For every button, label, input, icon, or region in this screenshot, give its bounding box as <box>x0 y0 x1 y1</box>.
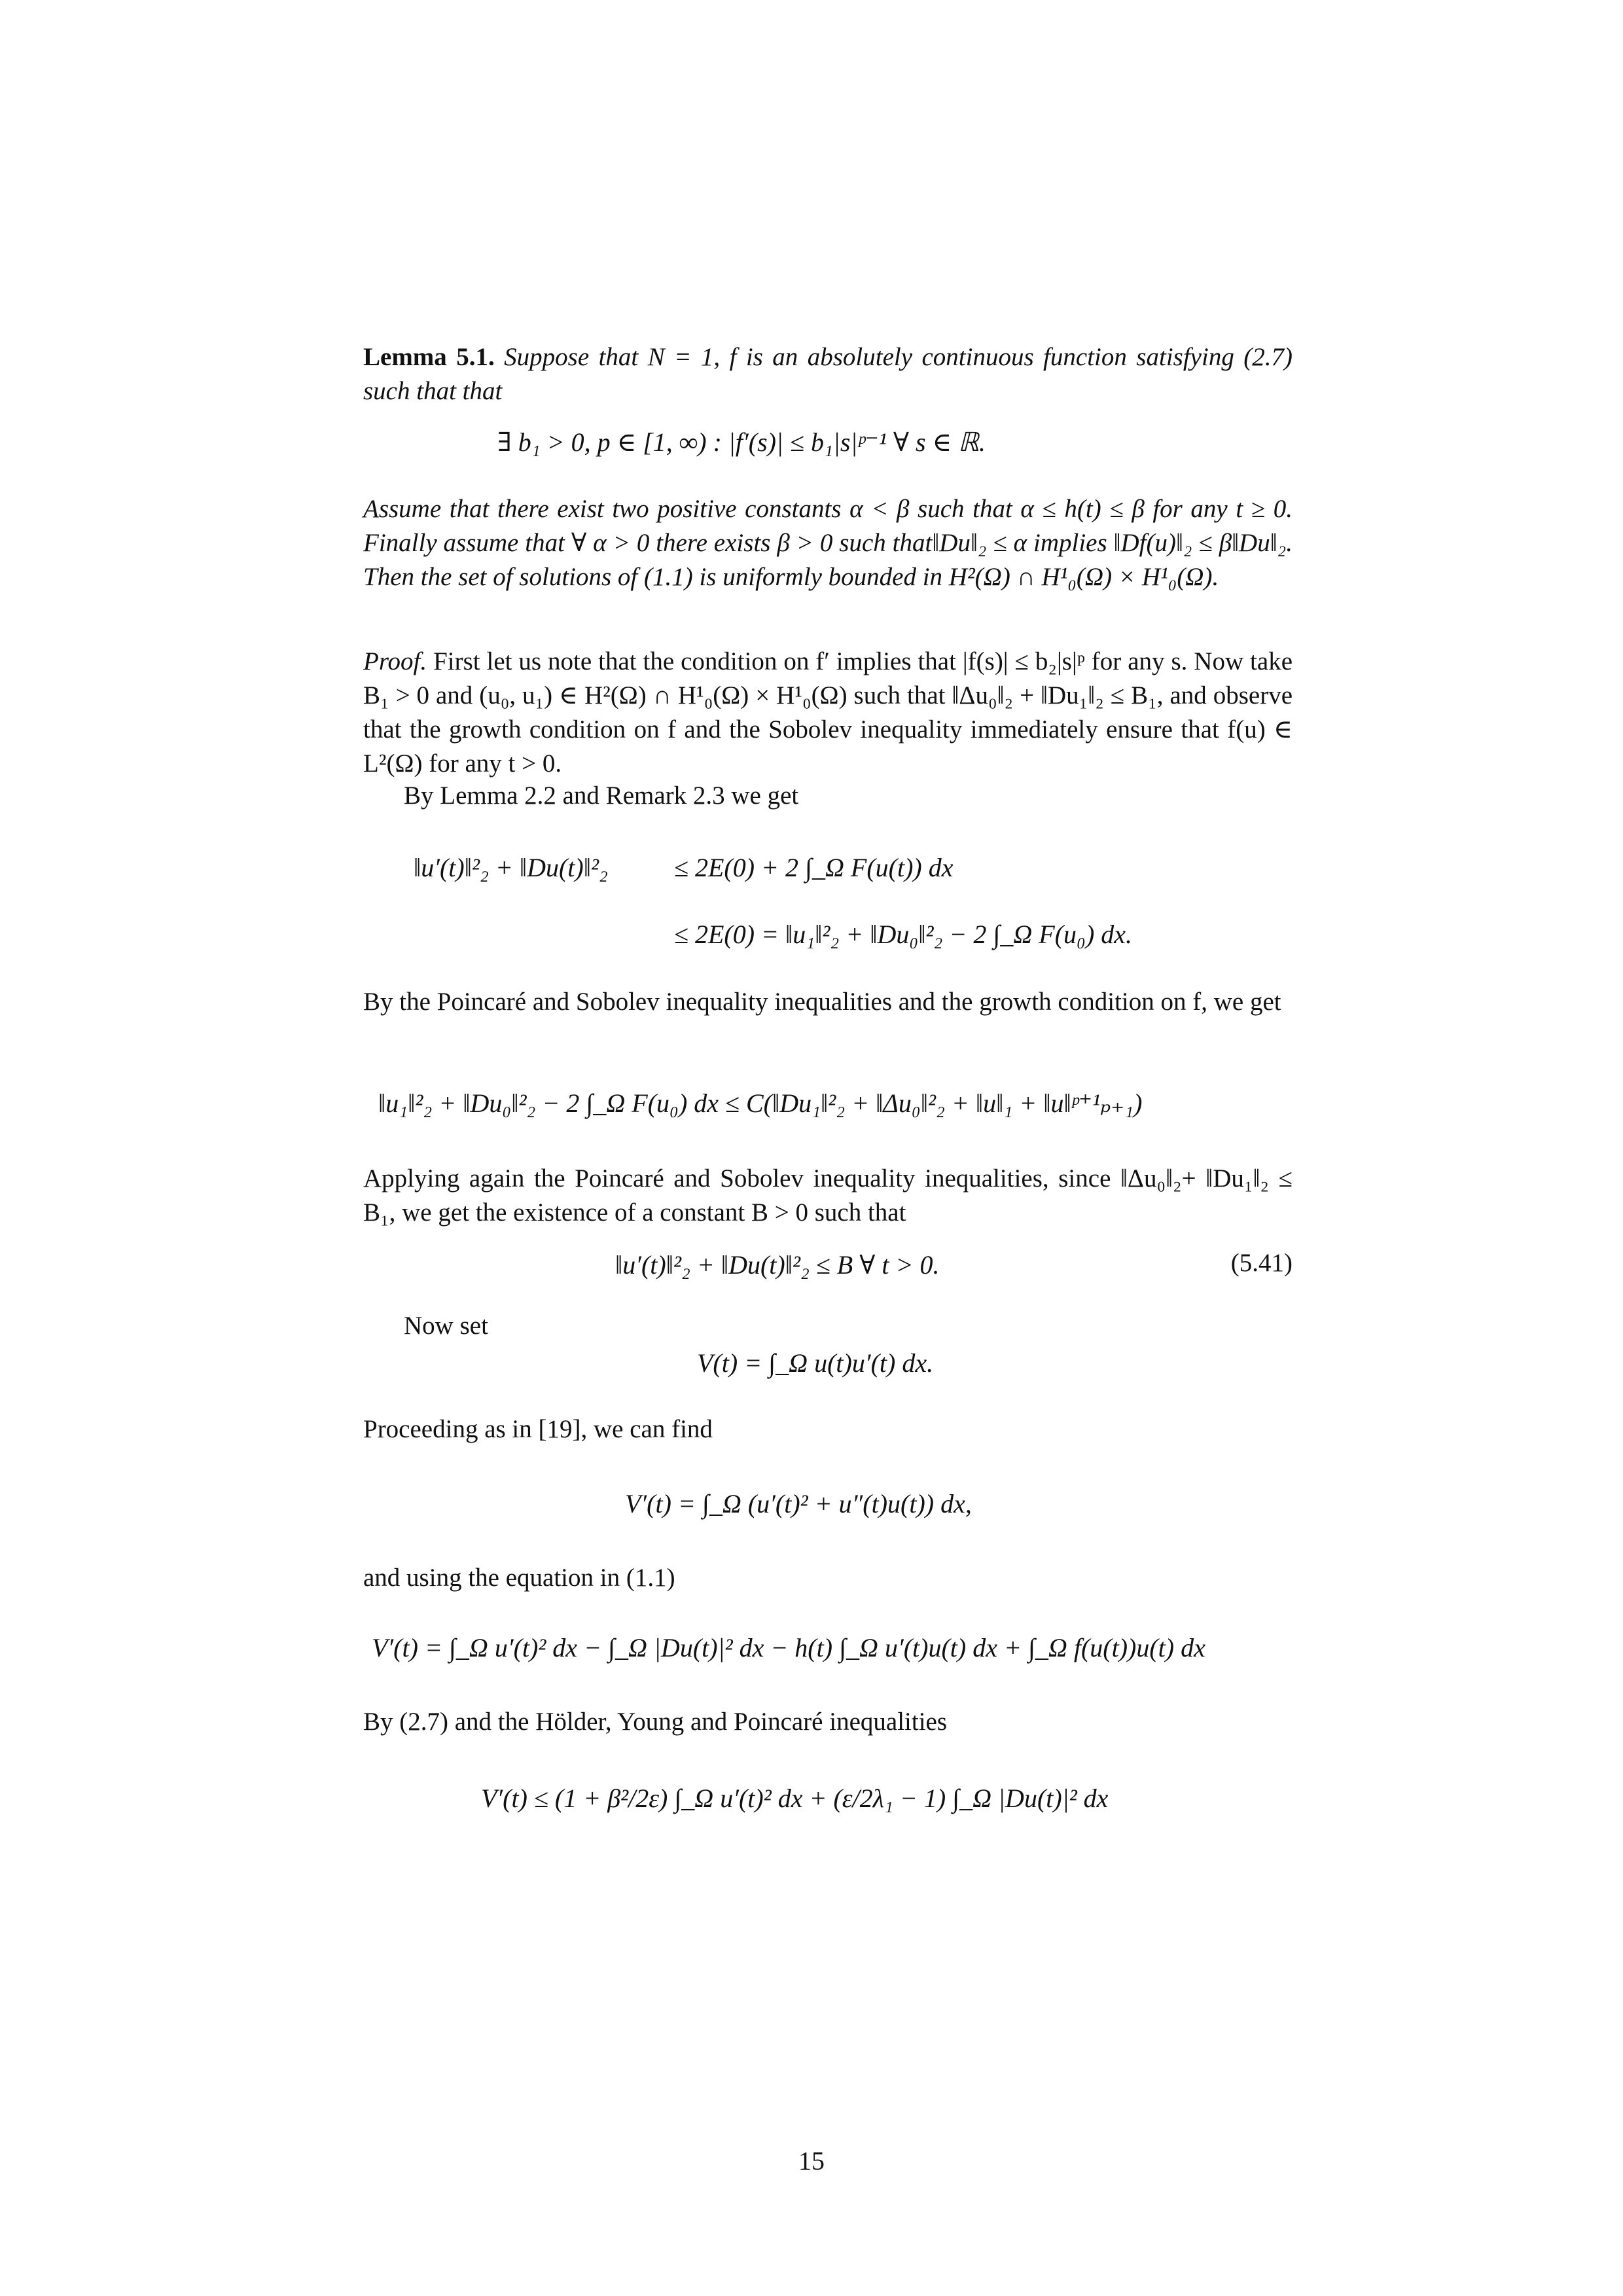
proof-heading: Proof. <box>363 647 427 675</box>
energy-line-1: ≤ 2E(0) + 2 ∫_Ω F(u(t)) dx <box>674 853 954 882</box>
equation-5-41: ‖u′(t)‖²₂ + ‖Du(t)‖²₂ ≤ B ∀ t > 0. <box>615 1250 940 1280</box>
energy-lhs: ‖u′(t)‖²₂ + ‖Du(t)‖²₂ <box>414 853 608 882</box>
proceeding-paragraph: Proceeding as in [19], we can find <box>363 1415 713 1443</box>
lemma-assumptions: Assume that there exist two positive constants α < β such that α ≤ h(t) ≤ β for any t ≥ 0. Finally assume that ∀ α > 0 there exists β > 0 such that‖Du‖₂ ≤ α implies ‖Df(u)‖₂ ≤ β‖Du‖₂. Then the set of solutions of (1.1) is uniformly bounded in H²(Ω) ∩ H¹₀(Ω) × H¹₀(Ω). <box>363 495 1293 591</box>
lemma-intro: Suppose that N = 1, f is an absolutely continuous function satisfying (2.7) such that that <box>363 343 1293 405</box>
poincare-paragraph: By the Poincaré and Sobolev inequality inequalities and the growth condition on f, we get <box>363 988 1281 1016</box>
final-inequality: V′(t) ≤ (1 + β²/2ε) ∫_Ω u′(t)² dx + (ε/2λ₁ − 1) ∫_Ω |Du(t)|² dx <box>481 1784 1109 1813</box>
energy-line-2: ≤ 2E(0) = ‖u₁‖²₂ + ‖Du₀‖²₂ − 2 ∫_Ω F(u₀) dx. <box>674 920 1133 949</box>
holder-paragraph: By (2.7) and the Hölder, Young and Poincaré inequalities <box>363 1708 948 1736</box>
page-number: 15 <box>798 2146 825 2176</box>
using-equation-paragraph: and using the equation in (1.1) <box>363 1564 675 1592</box>
lemma-reference: By Lemma 2.2 and Remark 2.3 we get <box>404 781 799 810</box>
proof-paragraph <box>363 645 1293 781</box>
V-definition: V(t) = ∫_Ω u(t)u′(t) dx. <box>697 1348 934 1378</box>
V-derivative: V′(t) = ∫_Ω (u′(t)² + u″(t)u(t)) dx, <box>625 1489 972 1518</box>
V-derivative-expanded: V′(t) = ∫_Ω u′(t)² dx − ∫_Ω |Du(t)|² dx − h(t) ∫_Ω u′(t)u(t) dx + ∫_Ω f(u(t))u(t) dx <box>372 1633 1205 1662</box>
proof-text: First let us note that the condition on f′ implies that |f(s)| ≤ b₂|s|ᵖ for any s. Now take B₁ > 0 and (u₀, u₁) ∈ H²(Ω) ∩ H¹₀(Ω) × H¹₀(Ω) such that ‖Δu₀‖₂ + ‖Du₁‖₂ ≤ B₁, and observe that the growth condition on f and the Sobolev inequality immediately ensure that f(u) ∈ L²(Ω) for any t > 0. <box>363 647 1293 778</box>
applying-paragraph: Applying again the Poincaré and Sobolev inequality inequalities, since ‖Δu₀‖₂+ ‖Du₁‖₂ ≤ B₁, we get the existence of a constant B > 0 such that <box>363 1164 1293 1227</box>
lemma-statement <box>363 340 1293 408</box>
growth-bound-equation: ‖u₁‖²₂ + ‖Du₀‖²₂ − 2 ∫_Ω F(u₀) dx ≤ C(‖Du₁‖²₂ + ‖Δu₀‖²₂ + ‖u‖₁ + ‖u‖ᵖ⁺¹ₚ₊₁) <box>378 1088 1143 1118</box>
equation-number-5-41: (5.41) <box>1230 1249 1293 1277</box>
lemma-condition: ∃ b₁ > 0, p ∈ [1, ∞) : |f′(s)| ≤ b₁|s|ᵖ⁻¹ ∀ s ∈ ℝ. <box>497 427 986 457</box>
lemma-heading: Lemma 5.1. <box>363 343 495 371</box>
now-set-text: Now set <box>404 1312 488 1340</box>
